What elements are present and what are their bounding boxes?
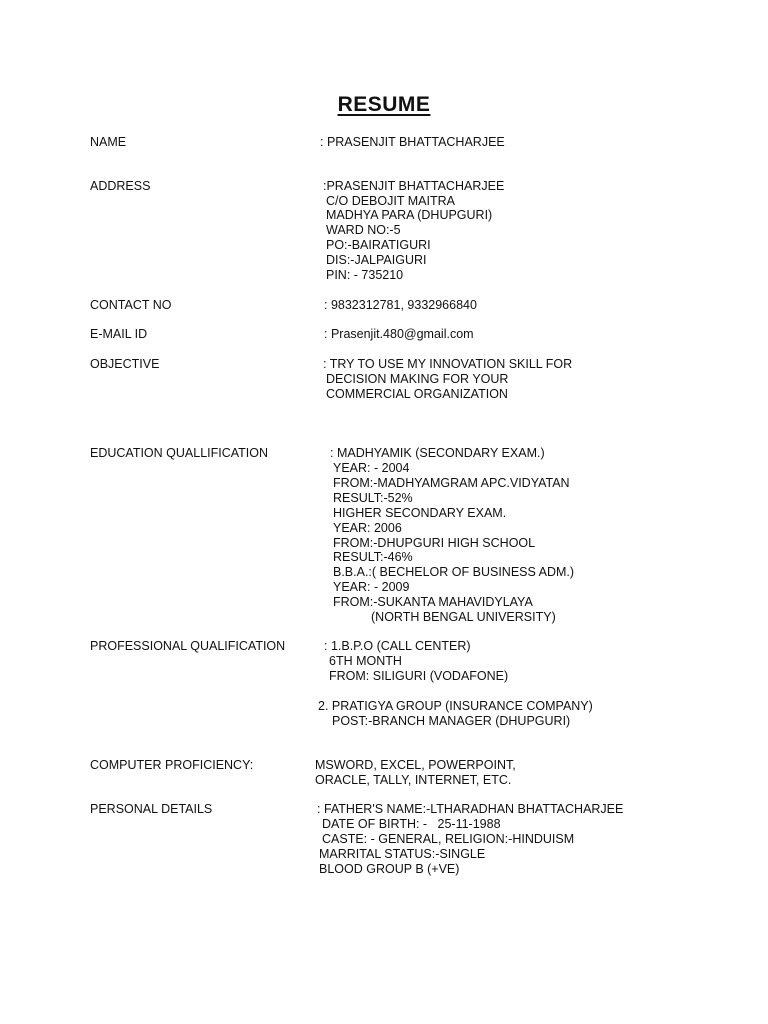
education-line: FROM:-DHUPGURI HIGH SCHOOL: [333, 536, 536, 550]
objective-line: DECISION MAKING FOR YOUR: [326, 372, 509, 386]
address-line: PIN: - 735210: [326, 268, 404, 282]
contact-value: : 9832312781, 9332966840: [324, 298, 477, 312]
professional-line: : 1.B.P.O (CALL CENTER): [324, 639, 471, 653]
address-label: ADDRESS: [90, 179, 151, 193]
personal-label: PERSONAL DETAILS: [90, 802, 213, 816]
professional-label: PROFESSIONAL QUALIFICATION: [90, 639, 286, 653]
education-line: YEAR: 2006: [333, 521, 402, 535]
address-line: :PRASENJIT BHATTACHARJEE: [323, 179, 505, 193]
email-label: E-MAIL ID: [90, 327, 148, 341]
email-value: : Prasenjit.480@gmail.com: [324, 327, 474, 341]
objective-label: OBJECTIVE: [90, 357, 160, 371]
education-line: (NORTH BENGAL UNIVERSITY): [371, 610, 556, 624]
personal-line: BLOOD GROUP B (+VE): [319, 862, 460, 876]
address-line: C/O DEBOJIT MAITRA: [326, 194, 455, 208]
personal-line: DATE OF BIRTH: - 25-11-1988: [322, 817, 501, 831]
education-line: YEAR: - 2009: [333, 580, 410, 594]
education-line: YEAR: - 2004: [333, 461, 410, 475]
computer-label: COMPUTER PROFICIENCY:: [90, 758, 254, 772]
address-line: DIS:-JALPAIGURI: [326, 253, 427, 267]
name-value: : PRASENJIT BHATTACHARJEE: [320, 135, 505, 149]
education-line: FROM:-SUKANTA MAHAVIDYLAYA: [333, 595, 533, 609]
education-line: HIGHER SECONDARY EXAM.: [333, 506, 507, 520]
objective-line: : TRY TO USE MY INNOVATION SKILL FOR: [323, 357, 573, 371]
contact-label: CONTACT NO: [90, 298, 172, 312]
personal-line: CASTE: - GENERAL, RELIGION:-HINDUISM: [322, 832, 575, 846]
education-line: RESULT:-52%: [333, 491, 413, 505]
address-line: MADHYA PARA (DHUPGURI): [326, 208, 493, 222]
education-line: RESULT:-46%: [333, 550, 413, 564]
professional-line: 2. PRATIGYA GROUP (INSURANCE COMPANY): [318, 699, 593, 713]
education-line: FROM:-MADHYAMGRAM APC.VIDYATAN: [333, 476, 570, 490]
professional-line: FROM: SILIGURI (VODAFONE): [329, 669, 509, 683]
education-line: : MADHYAMIK (SECONDARY EXAM.): [330, 446, 545, 460]
professional-line: 6TH MONTH: [329, 654, 402, 668]
education-line: B.B.A.:( BECHELOR OF BUSINESS ADM.): [333, 565, 575, 579]
personal-line: MARRITAL STATUS:-SINGLE: [319, 847, 486, 861]
name-label: NAME: [90, 135, 127, 149]
address-line: PO:-BAIRATIGURI: [326, 238, 431, 252]
professional-line: POST:-BRANCH MANAGER (DHUPGURI): [332, 714, 571, 728]
personal-line: : FATHER'S NAME:-LTHARADHAN BHATTACHARJEE: [317, 802, 624, 816]
address-line: WARD NO:-5: [326, 223, 401, 237]
objective-line: COMMERCIAL ORGANIZATION: [326, 387, 508, 401]
document-title: RESUME: [337, 93, 431, 116]
computer-line: ORACLE, TALLY, INTERNET, ETC.: [315, 773, 512, 787]
computer-line: MSWORD, EXCEL, POWERPOINT,: [315, 758, 516, 772]
education-label: EDUCATION QUALLIFICATION: [90, 446, 269, 460]
